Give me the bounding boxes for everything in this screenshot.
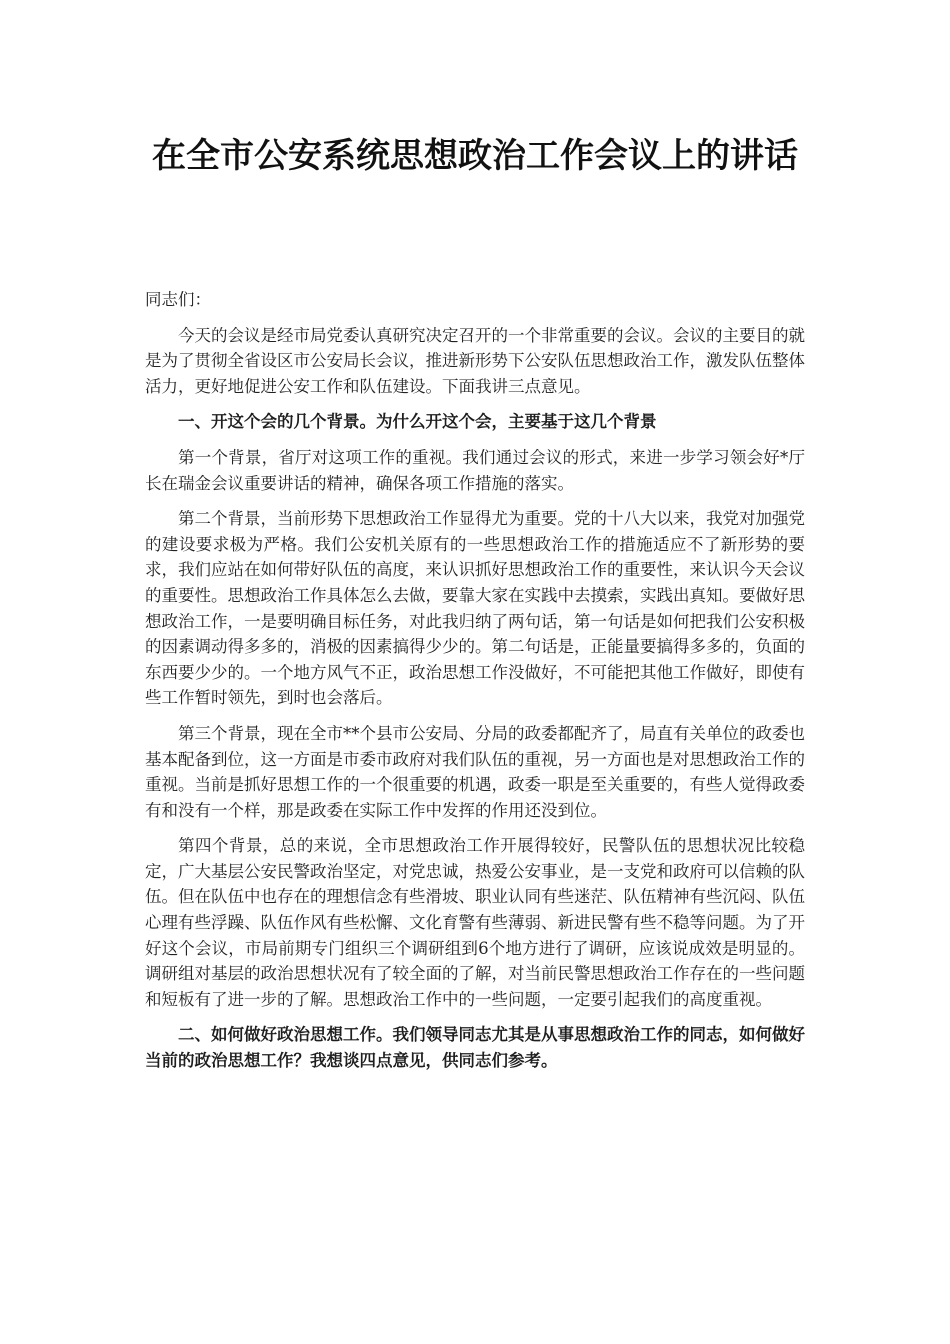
paragraph-background-4: 第四个背景，总的来说，全市思想政治工作开展得较好，民警队伍的思想状况比较稳定，广大基层公安民警政治坚定，对党忠诚，热爱公安事业，是一支党和政府可以信赖的队伍。但在队伍中也存在的理想信念有些滑坡、职业认同有些迷茫、队伍精神有些沉闷、队伍心理有些浮躁、队伍作风有些松懈、文化育警有些薄弱、新进民警有些不稳等问题。为了开好这个会议，市局前期专门组织三个调研组到6个地方进行了调研，应该说成效是明显的。调研组对基层的政治思想状况有了较全面的了解，对当前民警思想政治工作存在的一些问题和短板有了进一步的了解。思想政治工作中的一些问题，一定要引起我们的高度重视。	[145, 836, 805, 1009]
section-heading-2: 二、如何做好政治思想工作。我们领导同志尤其是从事思想政治工作的同志，如何做好当前的政治思想工作？我想谈四点意见，供同志们参考。	[145, 1025, 805, 1071]
paragraph-intro: 今天的会议是经市局党委认真研究决定召开的一个非常重要的会议。会议的主要目的就是为了贯彻全省设区市公安局长会议，推进新形势下公安队伍思想政治工作，激发队伍整体活力，更好地促进公安工作和队伍建设。下面我讲三点意见。	[145, 325, 805, 396]
document-title: 在全市公安系统思想政治工作会议上的讲话	[152, 136, 798, 176]
salutation: 同志们：	[145, 290, 211, 309]
paragraph-background-1: 第一个背景，省厅对这项工作的重视。我们通过会议的形式，来进一步学习领会好*厅长在瑞金会议重要讲话的精神，确保各项工作措施的落实。	[145, 447, 805, 493]
paragraph-background-2: 第二个背景，当前形势下思想政治工作显得尤为重要。党的十八大以来，我党对加强党的建设要求极为严格。我们公安机关原有的一些思想政治工作的措施适应不了新形势的要求，我们应站在如何带好队伍的高度，来认识抓好思想政治工作的重要性，来认识今天会议的重要性。思想政治工作具体怎么去做，要靠大家在实践中去摸索，实践出真知。要做好思想政治工作，一是要明确目标任务，对此我归纳了两句话，第一句话是如何把我们公安积极的因素调动得多多的，消极的因素搞得少少的。第二句话是，正能量要搞得多多的，负面的东西要少少的。一个地方风气不正，政治思想工作没做好，不可能把其他工作做好，即使有些工作暂时领先，到时也会落后。	[145, 509, 805, 708]
paragraph-background-3: 第三个背景，现在全市**个县市公安局、分局的政委都配齐了，局直有关单位的政委也基本配备到位，这一方面是市委市政府对我们队伍的重视，另一方面也是对思想政治工作的重视。当前是抓好思想工作的一个很重要的机遇，政委一职是至关重要的，有些人觉得政委有和没有一个样，那是政委在实际工作中发挥的作用还没到位。	[145, 723, 805, 820]
section-heading-1: 一、开这个会的几个背景。为什么开这个会，主要基于这几个背景	[178, 412, 657, 432]
document-body	[145, 287, 805, 1084]
